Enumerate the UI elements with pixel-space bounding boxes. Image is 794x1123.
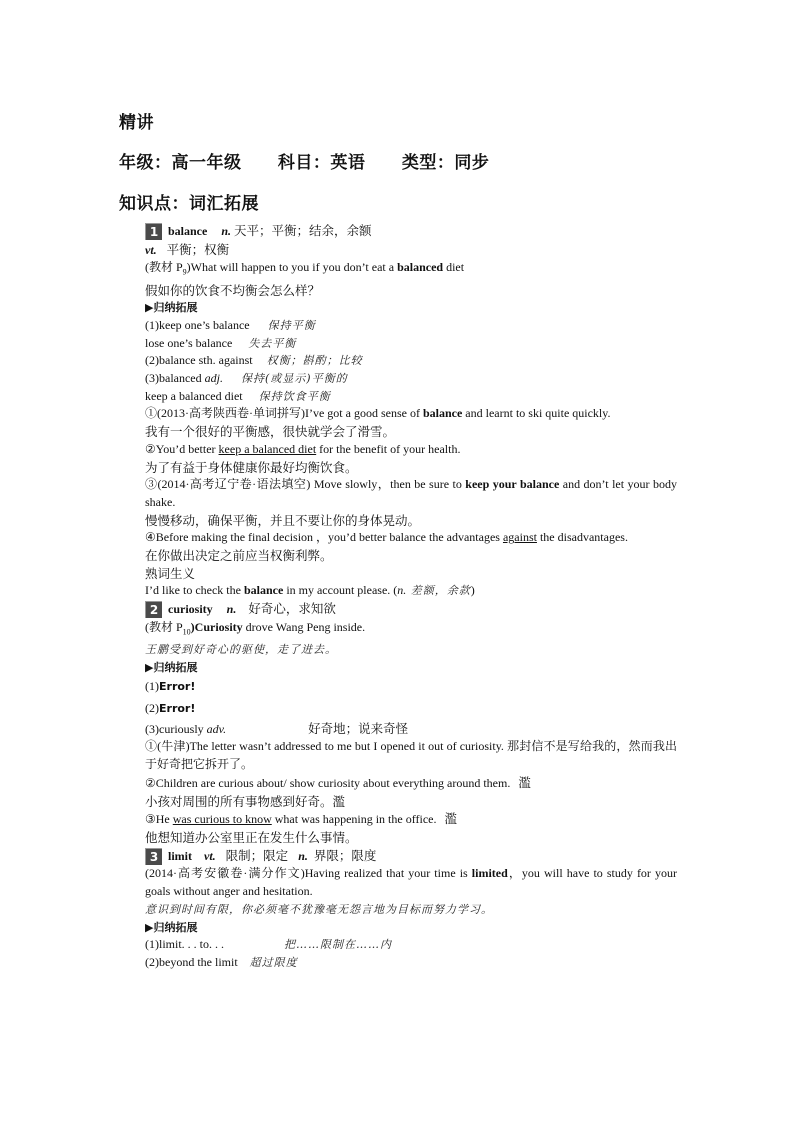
example-sentence: ①(牛津)The letter wasn’t addressed to me but I opened it out of curiosity. 那封信不是写给我的，然而我出于好奇把它拆开了。 [145,739,677,772]
entry-number-badge: 3 [145,848,162,865]
entry-curiosity-head [145,600,677,619]
phrase-item: (2)beyond the limit 超过限度 [145,954,298,969]
example-sentence: ③He was curious to know what was happening in the office. 濫 [145,811,457,827]
section-heading: ▶归纳拓展 [145,301,198,315]
phrase-item: (2)balance sth. against 权衡；斟酌；比较 [145,353,363,368]
part-of-speech: n. [298,848,308,863]
textbook-sentence: (教材 $P_{10})Curiosity$ drove Wang Peng inside. [145,619,366,637]
page-title: 精讲 [119,113,154,133]
example-sentence: ②Children are curious about/ show curiosity about everything around them. 濫 [145,774,531,790]
textbook-sentence: (教材 $P_9)What$ will happen to you if you don’t eat a balanced diet [145,260,465,277]
section-heading: ▶归纳拓展 [145,920,198,934]
phrase-item: (2)Error! [145,701,196,716]
phrase-item: (3)curiously adv. 好奇地；说来奇怪 [145,720,409,736]
meta-line [119,148,519,173]
entry-number-badge: 2 [145,601,162,618]
part-of-speech: n. [226,602,237,617]
part-of-speech: vt. [145,242,157,257]
phrase-item: (1)Error! [145,679,196,694]
example-translation: 为了有益于身体健康你最好均衡饮食。 [145,459,358,475]
part-of-speech: n. [221,224,232,238]
subject-label: 科目：英语 [277,153,366,173]
definition: 好奇心，求知欲 [248,601,336,617]
example-translation: 他想知道办公室里正在发生什么事情。 [145,829,358,845]
topic-heading: 知识点：词汇拓展 [119,194,259,214]
headword: curiosity [168,602,213,617]
phrase-item: (3)balanced adj. 保持(或显示)平衡的 [145,371,348,386]
example-translation: 意识到时间有限，你必须毫不犹豫毫无怨言地为目标而努力学习。 [145,902,493,916]
type-label: 类型：同步 [401,153,490,173]
example-sentence: I’d like to check the balance in my account please. (n. 差额，余款) [145,583,475,598]
section-heading: 熟词生义 [145,565,196,581]
example-translation: 在你做出决定之前应当权衡利弊。 [145,548,333,564]
textbook-translation: 假如你的饮食不均衡会怎么样？ [145,282,321,298]
grade-label: 年级：高一年级 [119,153,242,173]
definition: 限制；限定 [225,847,289,863]
example-sentence: ④Before making the final decision ，you’d better balance the advantages against the disadvantages. [145,530,628,545]
example-sentence: (2014·高考安徽卷·满分作文)Having realized that your time is limited，you will have to study for your goals without anger and hesitation. [145,866,677,899]
headword: balance [168,224,208,238]
phrase-item: lose one’s balance 失去平衡 [145,335,297,350]
example-translation: 我有一个很好的平衡感，很快就学会了滑雪。 [145,424,396,440]
definition: 界限；限度 [313,847,377,863]
example-sentence: ②You’d better keep a balanced diet for the benefit of your health. [145,441,461,456]
entry-balance-head [145,222,677,241]
textbook-translation: 王鹏受到好奇心的驱使，走了进去。 [145,642,337,656]
phrase-item: keep a balanced diet 保持饮食平衡 [145,388,331,403]
definition: 平衡；权衡 [166,241,230,257]
vocab-content [145,222,677,972]
entry-limit-head [145,847,677,866]
entry-balance-vt [145,241,677,260]
phrase-item: (1)keep one’s balance 保持平衡 [145,317,316,332]
definition: 天平；平衡；结余，余额 [234,223,372,238]
example-sentence: ③(2014·高考辽宁卷·语法填空) Move slowly，then be sure to keep your balance and don’t let your body shake. [145,477,677,509]
example-translation: 小孩对周围的所有事物感到好奇。濫 [145,793,346,809]
example-translation: 慢慢移动，确保平衡，并且不要让你的身体晃动。 [145,512,421,528]
example-sentence: ①(2013·高考陕西卷·单词拼写)I’ve got a good sense of balance and learnt to ski quite quickly. [145,406,611,421]
phrase-item: (1)limit. . . to. . . 把……限制在……内 [145,937,392,952]
headword: limit [168,848,192,863]
section-heading: ▶归纳拓展 [145,660,198,674]
part-of-speech: vt. [204,848,216,863]
entry-number-badge: 1 [145,223,162,240]
